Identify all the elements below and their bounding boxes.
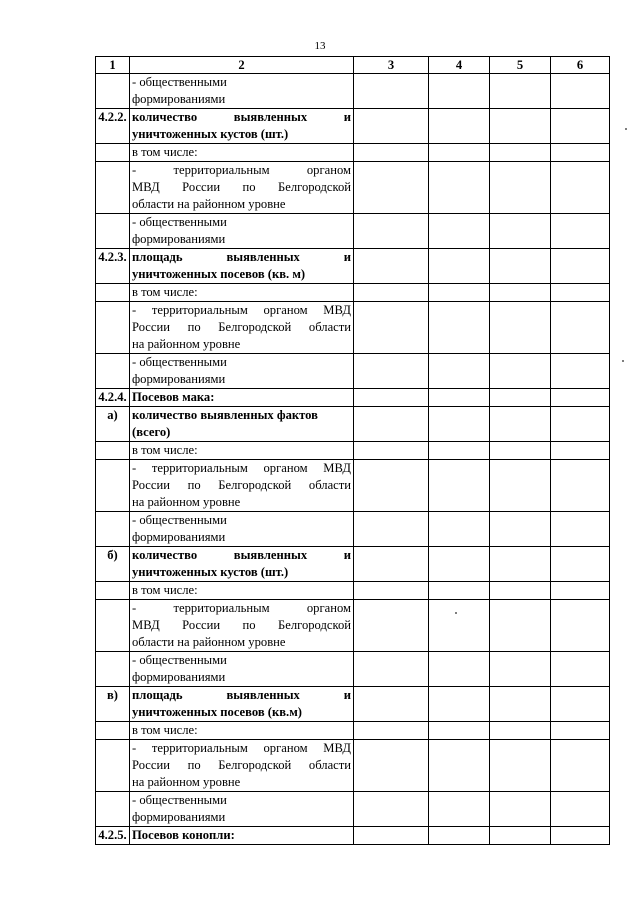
value-cell-col-3 bbox=[354, 827, 429, 845]
text-line: уничтоженных кустов (шт.) bbox=[132, 565, 289, 579]
value-cell-col-5 bbox=[490, 792, 551, 827]
value-cell-col-4 bbox=[429, 827, 490, 845]
table-row bbox=[96, 740, 610, 792]
value-cell-col-4 bbox=[429, 442, 490, 460]
row-indicator-text bbox=[130, 792, 354, 827]
value-cell-col-6 bbox=[551, 109, 610, 144]
scan-speck bbox=[625, 128, 627, 130]
row-indicator-text bbox=[130, 582, 354, 600]
text-line: формированиями bbox=[132, 372, 226, 386]
row-indicator-text bbox=[130, 827, 354, 845]
value-cell-col-4 bbox=[429, 74, 490, 109]
value-cell-col-5 bbox=[490, 109, 551, 144]
row-indicator-text bbox=[130, 442, 354, 460]
row-number: 4.2.4. bbox=[96, 389, 130, 407]
row-indicator-text bbox=[130, 687, 354, 722]
value-cell-col-4 bbox=[429, 512, 490, 547]
row-indicator-text bbox=[130, 740, 354, 792]
text-line: в том числе: bbox=[132, 443, 198, 457]
column-header-5: 5 bbox=[490, 57, 551, 74]
value-cell-col-6 bbox=[551, 722, 610, 740]
value-cell-col-6 bbox=[551, 284, 610, 302]
table-row bbox=[96, 302, 610, 354]
value-cell-col-4 bbox=[429, 144, 490, 162]
text-line: площадь выявленных и bbox=[132, 250, 351, 264]
text-line: МВД России по Белгородской bbox=[132, 180, 351, 194]
table-row bbox=[96, 162, 610, 214]
text-line: - общественными bbox=[132, 513, 227, 527]
value-cell-col-3 bbox=[354, 162, 429, 214]
text-line: (всего) bbox=[132, 425, 171, 439]
text-line: в том числе: bbox=[132, 145, 198, 159]
table-row bbox=[96, 722, 610, 740]
row-number bbox=[96, 442, 130, 460]
text-line: в том числе: bbox=[132, 285, 198, 299]
row-indicator-text bbox=[130, 214, 354, 249]
row-number: б) bbox=[96, 547, 130, 582]
value-cell-col-4 bbox=[429, 389, 490, 407]
text-line: - территориальным органом bbox=[132, 601, 351, 615]
table-row bbox=[96, 144, 610, 162]
value-cell-col-5 bbox=[490, 512, 551, 547]
value-cell-col-4 bbox=[429, 354, 490, 389]
scan-speck bbox=[622, 360, 624, 362]
value-cell-col-6 bbox=[551, 792, 610, 827]
row-number bbox=[96, 74, 130, 109]
table-row bbox=[96, 687, 610, 722]
value-cell-col-3 bbox=[354, 109, 429, 144]
row-number bbox=[96, 214, 130, 249]
text-line: области на районном уровне bbox=[132, 635, 286, 649]
text-line: - общественными bbox=[132, 793, 227, 807]
value-cell-col-6 bbox=[551, 442, 610, 460]
row-indicator-text bbox=[130, 249, 354, 284]
value-cell-col-5 bbox=[490, 389, 551, 407]
row-number bbox=[96, 582, 130, 600]
value-cell-col-3 bbox=[354, 214, 429, 249]
row-indicator-text bbox=[130, 722, 354, 740]
text-line: - общественными bbox=[132, 653, 227, 667]
value-cell-col-6 bbox=[551, 162, 610, 214]
value-cell-col-5 bbox=[490, 144, 551, 162]
value-cell-col-6 bbox=[551, 302, 610, 354]
row-indicator-text bbox=[130, 407, 354, 442]
value-cell-col-5 bbox=[490, 582, 551, 600]
value-cell-col-4 bbox=[429, 302, 490, 354]
value-cell-col-3 bbox=[354, 460, 429, 512]
value-cell-col-6 bbox=[551, 354, 610, 389]
column-header-2: 2 bbox=[130, 57, 354, 74]
value-cell-col-5 bbox=[490, 547, 551, 582]
value-cell-col-4 bbox=[429, 249, 490, 284]
value-cell-col-3 bbox=[354, 722, 429, 740]
text-line: уничтоженных кустов (шт.) bbox=[132, 127, 289, 141]
value-cell-col-4 bbox=[429, 214, 490, 249]
value-cell-col-6 bbox=[551, 600, 610, 652]
value-cell-col-4 bbox=[429, 652, 490, 687]
text-line: количество выявленных и bbox=[132, 548, 351, 562]
text-line: Посевов мака: bbox=[132, 390, 215, 404]
value-cell-col-6 bbox=[551, 460, 610, 512]
value-cell-col-3 bbox=[354, 792, 429, 827]
value-cell-col-3 bbox=[354, 652, 429, 687]
table-row bbox=[96, 460, 610, 512]
table-row bbox=[96, 74, 610, 109]
value-cell-col-4 bbox=[429, 687, 490, 722]
row-indicator-text bbox=[130, 512, 354, 547]
value-cell-col-3 bbox=[354, 249, 429, 284]
value-cell-col-4 bbox=[429, 600, 490, 652]
value-cell-col-5 bbox=[490, 652, 551, 687]
table-row bbox=[96, 827, 610, 845]
value-cell-col-3 bbox=[354, 389, 429, 407]
table-row bbox=[96, 214, 610, 249]
table-row bbox=[96, 792, 610, 827]
value-cell-col-5 bbox=[490, 284, 551, 302]
text-line: площадь выявленных и bbox=[132, 688, 351, 702]
table-row bbox=[96, 249, 610, 284]
value-cell-col-3 bbox=[354, 284, 429, 302]
value-cell-col-3 bbox=[354, 74, 429, 109]
text-line: уничтоженных посевов (кв.м) bbox=[132, 705, 302, 719]
row-number bbox=[96, 354, 130, 389]
value-cell-col-5 bbox=[490, 354, 551, 389]
value-cell-col-3 bbox=[354, 512, 429, 547]
value-cell-col-6 bbox=[551, 582, 610, 600]
text-line: Посевов конопли: bbox=[132, 828, 235, 842]
text-line: - общественными bbox=[132, 215, 227, 229]
value-cell-col-4 bbox=[429, 460, 490, 512]
text-line: России по Белгородской области bbox=[132, 478, 351, 492]
value-cell-col-6 bbox=[551, 214, 610, 249]
table-row bbox=[96, 512, 610, 547]
value-cell-col-3 bbox=[354, 740, 429, 792]
value-cell-col-5 bbox=[490, 740, 551, 792]
row-number: 4.2.3. bbox=[96, 249, 130, 284]
text-line: формированиями bbox=[132, 232, 226, 246]
table-row bbox=[96, 354, 610, 389]
row-indicator-text bbox=[130, 652, 354, 687]
report-table bbox=[95, 56, 610, 845]
row-number: в) bbox=[96, 687, 130, 722]
row-number bbox=[96, 162, 130, 214]
value-cell-col-3 bbox=[354, 442, 429, 460]
row-number: 4.2.2. bbox=[96, 109, 130, 144]
value-cell-col-3 bbox=[354, 354, 429, 389]
value-cell-col-3 bbox=[354, 144, 429, 162]
value-cell-col-4 bbox=[429, 547, 490, 582]
row-indicator-text bbox=[130, 302, 354, 354]
table-row bbox=[96, 547, 610, 582]
table-row bbox=[96, 652, 610, 687]
row-number bbox=[96, 144, 130, 162]
text-line: формированиями bbox=[132, 530, 226, 544]
value-cell-col-5 bbox=[490, 827, 551, 845]
value-cell-col-6 bbox=[551, 827, 610, 845]
value-cell-col-6 bbox=[551, 687, 610, 722]
text-line: России по Белгородской области bbox=[132, 320, 351, 334]
row-indicator-text bbox=[130, 600, 354, 652]
scan-speck bbox=[455, 612, 457, 614]
row-indicator-text bbox=[130, 144, 354, 162]
value-cell-col-6 bbox=[551, 740, 610, 792]
row-indicator-text bbox=[130, 460, 354, 512]
value-cell-col-5 bbox=[490, 407, 551, 442]
row-number bbox=[96, 302, 130, 354]
row-number bbox=[96, 652, 130, 687]
value-cell-col-5 bbox=[490, 302, 551, 354]
value-cell-col-6 bbox=[551, 389, 610, 407]
value-cell-col-5 bbox=[490, 600, 551, 652]
text-line: на районном уровне bbox=[132, 337, 241, 351]
row-indicator-text bbox=[130, 547, 354, 582]
text-line: в том числе: bbox=[132, 723, 198, 737]
value-cell-col-4 bbox=[429, 740, 490, 792]
row-number: а) bbox=[96, 407, 130, 442]
text-line: - территориальным органом МВД bbox=[132, 741, 351, 755]
text-line: области на районном уровне bbox=[132, 197, 286, 211]
table-row bbox=[96, 407, 610, 442]
value-cell-col-4 bbox=[429, 792, 490, 827]
row-number bbox=[96, 722, 130, 740]
text-line: уничтоженных посевов (кв. м) bbox=[132, 267, 306, 281]
text-line: формированиями bbox=[132, 810, 226, 824]
value-cell-col-3 bbox=[354, 687, 429, 722]
row-indicator-text bbox=[130, 284, 354, 302]
value-cell-col-4 bbox=[429, 407, 490, 442]
table-row bbox=[96, 389, 610, 407]
value-cell-col-5 bbox=[490, 687, 551, 722]
value-cell-col-4 bbox=[429, 162, 490, 214]
row-number bbox=[96, 284, 130, 302]
value-cell-col-5 bbox=[490, 722, 551, 740]
text-line: на районном уровне bbox=[132, 495, 241, 509]
value-cell-col-3 bbox=[354, 302, 429, 354]
value-cell-col-6 bbox=[551, 144, 610, 162]
column-header-1: 1 bbox=[96, 57, 130, 74]
row-indicator-text bbox=[130, 354, 354, 389]
text-line: формированиями bbox=[132, 92, 226, 106]
value-cell-col-5 bbox=[490, 442, 551, 460]
value-cell-col-4 bbox=[429, 284, 490, 302]
row-number bbox=[96, 512, 130, 547]
text-line: в том числе: bbox=[132, 583, 198, 597]
table-row bbox=[96, 442, 610, 460]
table-row bbox=[96, 600, 610, 652]
value-cell-col-4 bbox=[429, 582, 490, 600]
text-line: формированиями bbox=[132, 670, 226, 684]
value-cell-col-4 bbox=[429, 109, 490, 144]
value-cell-col-5 bbox=[490, 460, 551, 512]
value-cell-col-3 bbox=[354, 600, 429, 652]
text-line: - территориальным органом bbox=[132, 163, 351, 177]
value-cell-col-5 bbox=[490, 214, 551, 249]
value-cell-col-5 bbox=[490, 74, 551, 109]
header-row bbox=[96, 57, 610, 74]
text-line: - территориальным органом МВД bbox=[132, 461, 351, 475]
value-cell-col-6 bbox=[551, 512, 610, 547]
text-line: - общественными bbox=[132, 75, 227, 89]
row-number bbox=[96, 792, 130, 827]
table-row bbox=[96, 284, 610, 302]
column-header-3: 3 bbox=[354, 57, 429, 74]
row-number bbox=[96, 740, 130, 792]
row-indicator-text bbox=[130, 162, 354, 214]
text-line: МВД России по Белгородской bbox=[132, 618, 351, 632]
value-cell-col-3 bbox=[354, 547, 429, 582]
value-cell-col-6 bbox=[551, 547, 610, 582]
value-cell-col-6 bbox=[551, 652, 610, 687]
row-indicator-text bbox=[130, 389, 354, 407]
text-line: на районном уровне bbox=[132, 775, 241, 789]
value-cell-col-3 bbox=[354, 407, 429, 442]
column-header-4: 4 bbox=[429, 57, 490, 74]
value-cell-col-5 bbox=[490, 249, 551, 284]
row-number bbox=[96, 460, 130, 512]
text-line: - общественными bbox=[132, 355, 227, 369]
text-line: количество выявленных и bbox=[132, 110, 351, 124]
text-line: количество выявленных фактов bbox=[132, 408, 318, 422]
value-cell-col-6 bbox=[551, 249, 610, 284]
row-number bbox=[96, 600, 130, 652]
value-cell-col-6 bbox=[551, 407, 610, 442]
value-cell-col-5 bbox=[490, 162, 551, 214]
row-indicator-text bbox=[130, 74, 354, 109]
table-row bbox=[96, 109, 610, 144]
row-number: 4.2.5. bbox=[96, 827, 130, 845]
page-number: 13 bbox=[314, 40, 326, 52]
value-cell-col-3 bbox=[354, 582, 429, 600]
column-header-6: 6 bbox=[551, 57, 610, 74]
value-cell-col-4 bbox=[429, 722, 490, 740]
text-line: - территориальным органом МВД bbox=[132, 303, 351, 317]
text-line: России по Белгородской области bbox=[132, 758, 351, 772]
row-indicator-text bbox=[130, 109, 354, 144]
value-cell-col-6 bbox=[551, 74, 610, 109]
table-row bbox=[96, 582, 610, 600]
